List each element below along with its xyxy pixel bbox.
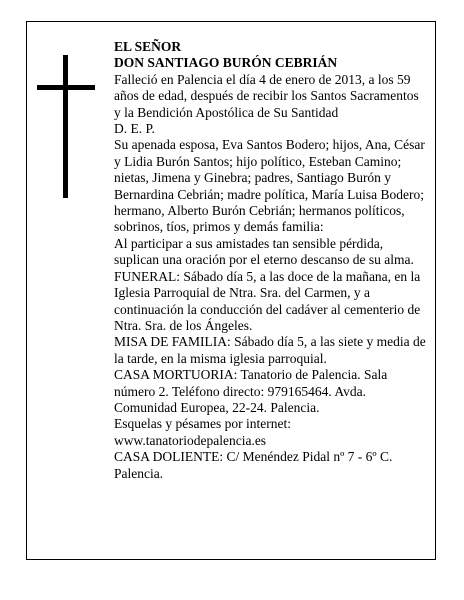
obituary-frame — [26, 21, 436, 560]
death-announcement: Falleció en Palencia el día 4 de enero de 2013, a los 59 años de edad, después de recibir los Santos Sacramentos y la Bendición Apostólica de Su Santidad — [114, 71, 419, 120]
cross-icon — [37, 55, 95, 198]
funeral-info: FUNERAL: Sábado día 5, a las doce de la mañana, en la Iglesia Parroquial de Ntra. Sra. del Carmen, y a continuación la conducción del cadáver al cementerio de Ntra. Sra. de los Ángeles. — [114, 268, 421, 333]
cross-horizontal-bar — [37, 85, 95, 90]
rip-line: D. E. P. — [114, 121, 155, 137]
cross-vertical-bar — [63, 55, 68, 198]
mortuary-info: CASA MORTUORIA: Tanatorio de Palencia. Sala número 2. Teléfono directo: 979165464. Avda. Comunidad Europea, 22-24. Palencia. — [114, 367, 388, 415]
deceased-name: DON SANTIAGO BURÓN CEBRIÁN — [114, 55, 338, 71]
prayer-request: Al participar a sus amistades tan sensible pérdida, suplican una oración por el eterno descanso de su alma. — [114, 235, 414, 268]
condolences-label: Esquelas y pésames por internet: — [114, 416, 291, 432]
condolences-website: www.tanatoriodepalencia.es — [114, 432, 267, 448]
obituary-text — [114, 39, 426, 482]
header-title: EL SEÑOR — [114, 39, 182, 54]
family-mass-info: MISA DE FAMILIA: Sábado día 5, a las siete y media de la tarde, en la misma iglesia parroquial. — [114, 334, 426, 366]
family-list: Su apenada esposa, Eva Santos Bodero; hijos, Ana, César y Lidia Burón Santos; hijo político, Esteban Camino; nietas, Jimena y Ginebra; padres, Santiago Burón y Bernardina Cebrián; madre política, María Luisa Bodero; hermano, Alberto Burón Cebrián; hermanos políticos, sobrinos, tíos, primos y demás familia: — [114, 137, 425, 235]
mourning-home-info: CASA DOLIENTE: C/ Menéndez Pidal nº 7 - 6º C. Palencia. — [114, 449, 393, 481]
